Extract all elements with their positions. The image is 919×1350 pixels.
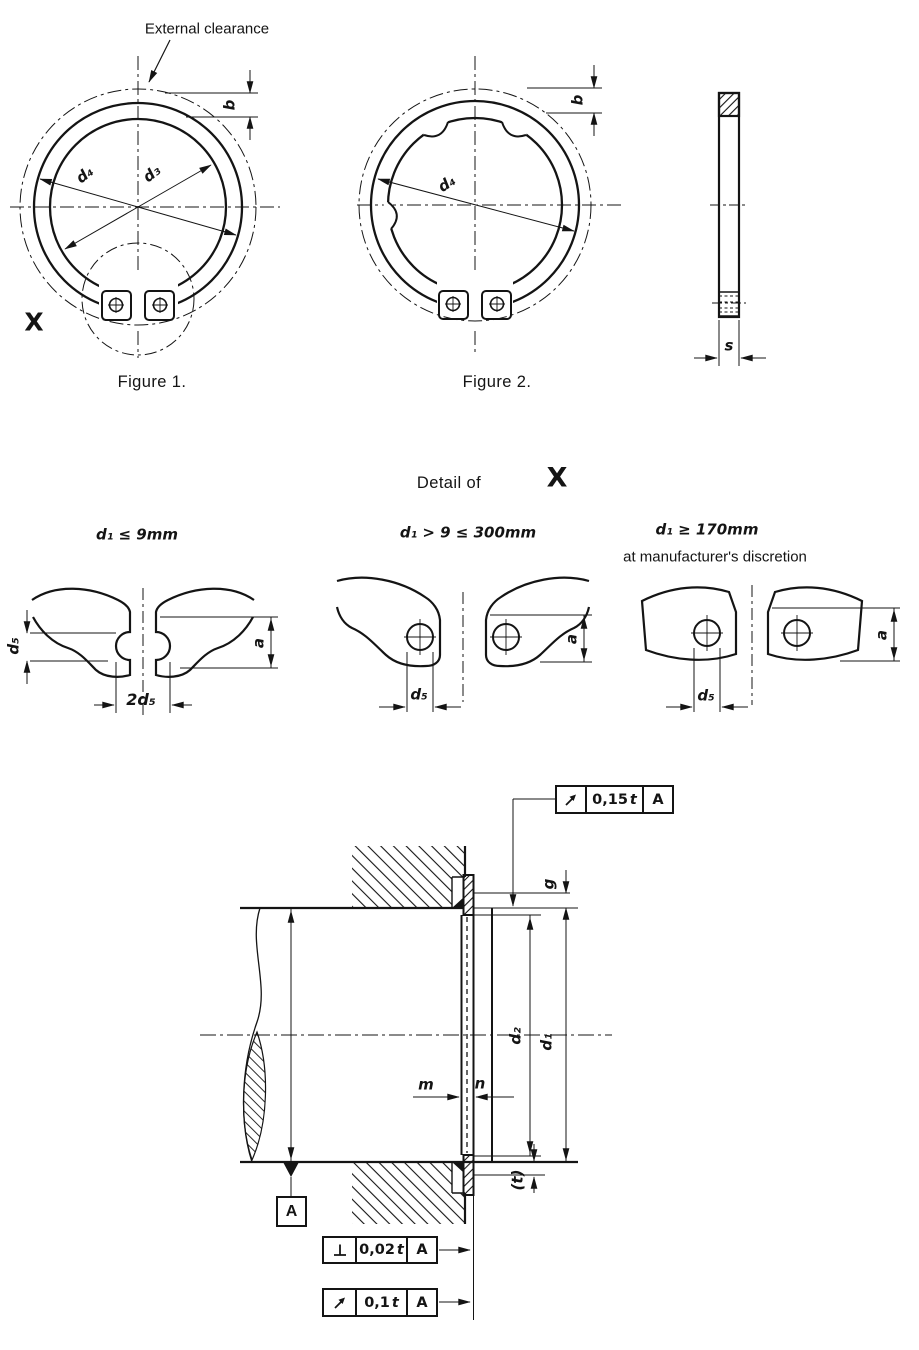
perpendicularity-icon bbox=[324, 1238, 355, 1262]
side-view-s-label: s bbox=[724, 336, 734, 355]
install-g-label: g bbox=[539, 878, 558, 890]
tolerance-modifier-text: t bbox=[396, 1242, 404, 1258]
figure2-caption: Figure 2. bbox=[462, 372, 532, 391]
fig1-b-label: b bbox=[220, 99, 239, 111]
detail1-a-label: a bbox=[249, 637, 268, 649]
tolerance-value-text: 0,02 bbox=[359, 1242, 395, 1258]
fig2-b-label: b bbox=[568, 94, 587, 106]
tolerance-modifier-text: t bbox=[391, 1294, 399, 1311]
datum-a-text: A bbox=[285, 1202, 298, 1220]
detail3-a-label: a bbox=[872, 629, 891, 641]
tolerance-datum: A bbox=[642, 787, 672, 812]
install-n-label: n bbox=[474, 1074, 486, 1093]
datum-a-box bbox=[276, 1196, 307, 1227]
tolerance-frame-runout-015 bbox=[555, 785, 674, 814]
variant2-condition: d₁ > 9 ≤ 300mm bbox=[399, 523, 537, 542]
detail2-d5-label: d₅ bbox=[410, 685, 428, 704]
external-clearance-label: External clearance bbox=[144, 20, 270, 38]
figure1-caption: Figure 1. bbox=[117, 372, 187, 391]
install-t-label: (t) bbox=[508, 1169, 527, 1191]
tolerance-datum: A bbox=[406, 1290, 436, 1315]
fig2-d4-label: d₄ bbox=[434, 171, 459, 196]
install-m-label: m bbox=[418, 1075, 434, 1094]
tolerance-value bbox=[355, 1290, 406, 1315]
fig1-detail-x-marker: X bbox=[24, 307, 44, 337]
tolerance-datum: A bbox=[406, 1238, 436, 1262]
tolerance-frame-runout-01 bbox=[322, 1288, 438, 1317]
figure1-ring-drawing bbox=[10, 40, 280, 358]
detail1-d5-label: d₅ bbox=[4, 637, 23, 655]
install-d1-label: d₁ bbox=[537, 1033, 556, 1051]
fig1-d4-label: d₄ bbox=[72, 162, 98, 188]
circular-runout-icon bbox=[324, 1290, 355, 1315]
detail-title-x-marker: X bbox=[546, 462, 568, 494]
tolerance-value-text: 0,1 bbox=[364, 1294, 390, 1311]
detail1-2d5-label: 2d₅ bbox=[126, 690, 156, 709]
tolerance-modifier-text: t bbox=[629, 791, 637, 808]
detail-variant2-drawing bbox=[337, 578, 592, 712]
detail2-a-label: a bbox=[562, 633, 581, 645]
variant3-note: at manufacturer's discretion bbox=[623, 548, 807, 566]
detail-title: Detail of bbox=[416, 473, 482, 492]
tolerance-value bbox=[355, 1238, 406, 1262]
tolerance-value bbox=[585, 787, 642, 812]
detail3-d5-label: d₅ bbox=[697, 686, 715, 705]
install-d2-label: d₂ bbox=[506, 1027, 525, 1045]
tolerance-frame-perpendicularity bbox=[322, 1236, 438, 1264]
variant1-condition: d₁ ≤ 9mm bbox=[95, 525, 179, 544]
variant3-condition: d₁ ≥ 170mm bbox=[655, 520, 759, 539]
circular-runout-icon bbox=[557, 787, 585, 812]
side-view-drawing bbox=[694, 93, 766, 366]
fig1-d3-label: d₃ bbox=[139, 161, 165, 187]
detail-variant3-drawing bbox=[642, 585, 900, 712]
tolerance-value-text: 0,15 bbox=[592, 791, 628, 808]
